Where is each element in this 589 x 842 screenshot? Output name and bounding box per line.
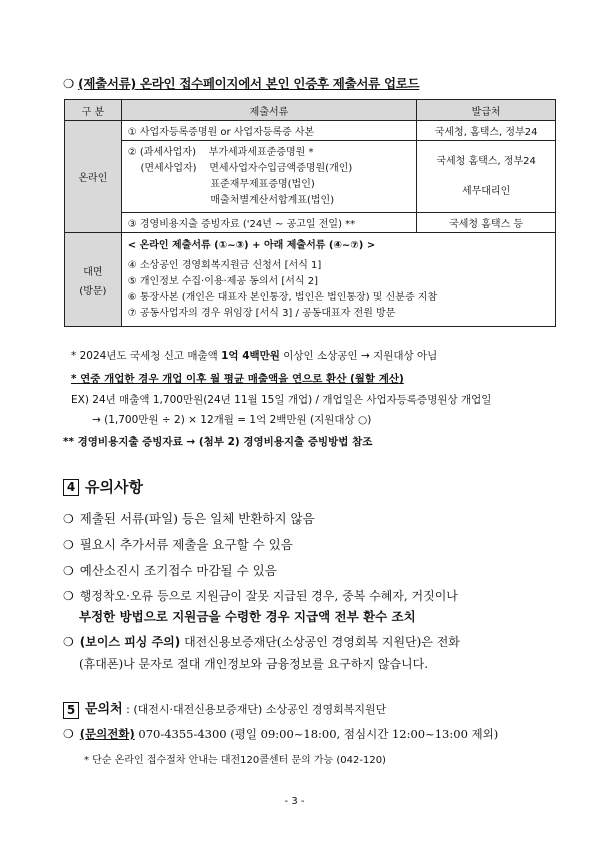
phishing-text: 대전신용보증재단(소상공인 경영회복 지원단)은 전화 — [180, 635, 460, 649]
offline-header: < 온라인 제출서류 (①~③) + 아래 제출서류 (④~⑦) > — [127, 239, 376, 251]
online-label: 온라인 — [65, 121, 122, 233]
phishing-text-line2: (휴대폰)나 문자로 절대 개인정보와 금융정보를 요구하지 않습니다. — [79, 657, 429, 671]
table-row — [65, 213, 556, 233]
note-example: EX) 24년 매출액 1,700만원(24년 11월 15일 개업) / 개업일은 사업자등록증명원상 개업일 — [71, 394, 492, 406]
offline-item: ⑥ 통장사본 (개인은 대표자 본인통장, 법인은 법인통장) 및 신분증 지참 — [127, 291, 438, 303]
offline-label-line2: (방문) — [79, 285, 107, 297]
issuer-cell: 국세청 홈택스 등 — [417, 213, 556, 233]
note-text: * 2024년도 국세청 신고 매출액 — [71, 350, 222, 362]
circle-bullet-icon: ❍ — [63, 727, 74, 741]
doc-cell: ① 사업자등록증명원 or 사업자등록증 사본 — [121, 121, 416, 141]
section5-subtitle: : (대전시·대전신용보증재단) 소상공인 경영회복지원단 — [122, 703, 387, 716]
offline-label-line1: 대면 — [83, 266, 103, 278]
table-header-row — [65, 100, 556, 121]
doc-line: 매출처별계산서합계표(법인) — [127, 194, 335, 206]
list-item-text: 행정착오·오류 등으로 지원금이 잘못 지급된 경우, 중복 수혜자, 거짓이나 — [79, 589, 458, 603]
table-row — [65, 121, 556, 141]
contact-phone — [63, 726, 498, 742]
table-row — [65, 141, 556, 213]
note-calc: → (1,700만원 ÷ 2) × 12개월 = 1억 2백만원 (지원대상 ○) — [92, 414, 372, 426]
circle-bullet-icon: ❍ — [63, 564, 74, 578]
circle-bullet-icon: ❍ — [63, 76, 74, 91]
phone-label: (문의전화) — [79, 727, 135, 741]
list-item — [63, 587, 458, 604]
doc-cell — [121, 141, 416, 213]
issuer-line: 세무대리인 — [461, 185, 511, 197]
section5-heading — [63, 698, 386, 719]
section5-title: 문의처 — [85, 702, 123, 717]
page-number: - 3 - — [284, 796, 305, 807]
section4-title: 유의사항 — [85, 478, 143, 496]
list-item — [63, 561, 277, 579]
submit-docs-text: 온라인 접수페이지에서 본인 인증후 제출서류 업로드 — [135, 76, 420, 91]
circle-bullet-icon: ❍ — [63, 538, 74, 552]
list-item-text: 필요시 추가서류 제출을 요구할 수 있음 — [79, 537, 293, 552]
doc-line: ② (과세사업자) 부가세과세표준증명원 * — [127, 146, 314, 158]
note-sales-limit — [71, 348, 437, 363]
offline-item: ④ 소상공인 경영회복지원금 신청서 [서식 1] — [127, 259, 322, 271]
offline-label — [65, 233, 122, 327]
section4-heading — [63, 476, 143, 497]
doc-cell: ③ 경영비용지출 증빙자료 ('24년 ~ 공고일 전일) ** — [121, 213, 416, 233]
circle-bullet-icon: ❍ — [63, 635, 74, 649]
offline-docs-cell — [121, 233, 555, 327]
refund-warning: 부정한 방법으로 지원금을 수령한 경우 지급액 전부 환수 조치 — [79, 609, 416, 624]
header-issuer: 발급처 — [417, 100, 556, 121]
section-number-box: 4 — [63, 479, 79, 496]
note-text: 이상인 소상공인 → 지원대상 아님 — [279, 350, 438, 362]
issuer-cell — [417, 141, 556, 213]
submit-docs-label: (제출서류) — [77, 76, 136, 91]
note-evidence: ** 경영비용지출 증빙자료 → (첨부 2) 경영비용지출 증빙방법 참조 — [63, 436, 373, 448]
phishing-label: (보이스 피싱 주의) — [79, 635, 181, 649]
list-item-text: 제출된 서류(파일) 등은 일체 반환하지 않음 — [79, 511, 315, 526]
issuer-cell: 국세청, 홈택스, 정부24 — [417, 121, 556, 141]
phone-text: 070-4355-4300 (평일 09:00~18:00, 점심시간 12:00~13:00 제외) — [134, 727, 499, 741]
section-number-box: 5 — [63, 702, 79, 719]
issuer-line: 국세청 홈택스, 정부24 — [436, 155, 536, 167]
phishing-warning — [63, 633, 460, 650]
header-docs: 제출서류 — [121, 100, 416, 121]
submission-docs-table — [64, 99, 556, 327]
table-row — [65, 233, 556, 327]
note-bold: 1억 4백만원 — [221, 350, 280, 362]
submit-docs-title — [63, 74, 419, 92]
doc-line: (면세사업자) 면세사업자수입금액증명원(개인) — [127, 162, 353, 174]
list-item-text: 예산소진시 조기접수 마감될 수 있음 — [79, 563, 277, 578]
list-item — [63, 509, 315, 527]
list-item — [63, 535, 293, 553]
circle-bullet-icon: ❍ — [63, 512, 74, 526]
circle-bullet-icon: ❍ — [63, 589, 74, 603]
offline-item: ⑤ 개인정보 수집·이용·제공 동의서 [서식 2] — [127, 275, 319, 287]
note-annualize: * 연중 개업한 경우 개업 이후 월 평균 매출액을 연으로 환산 (월할 계산) — [71, 373, 404, 385]
doc-line: 표준재무제표증명(법인) — [127, 178, 315, 190]
header-category: 구 분 — [65, 100, 122, 121]
offline-item: ⑦ 공동사업자의 경우 위임장 [서식 3] / 공동대표자 전원 방문 — [127, 307, 396, 319]
contact-note: * 단순 온라인 접수절차 안내는 대전120콜센터 문의 가능 (042-120) — [84, 755, 386, 766]
